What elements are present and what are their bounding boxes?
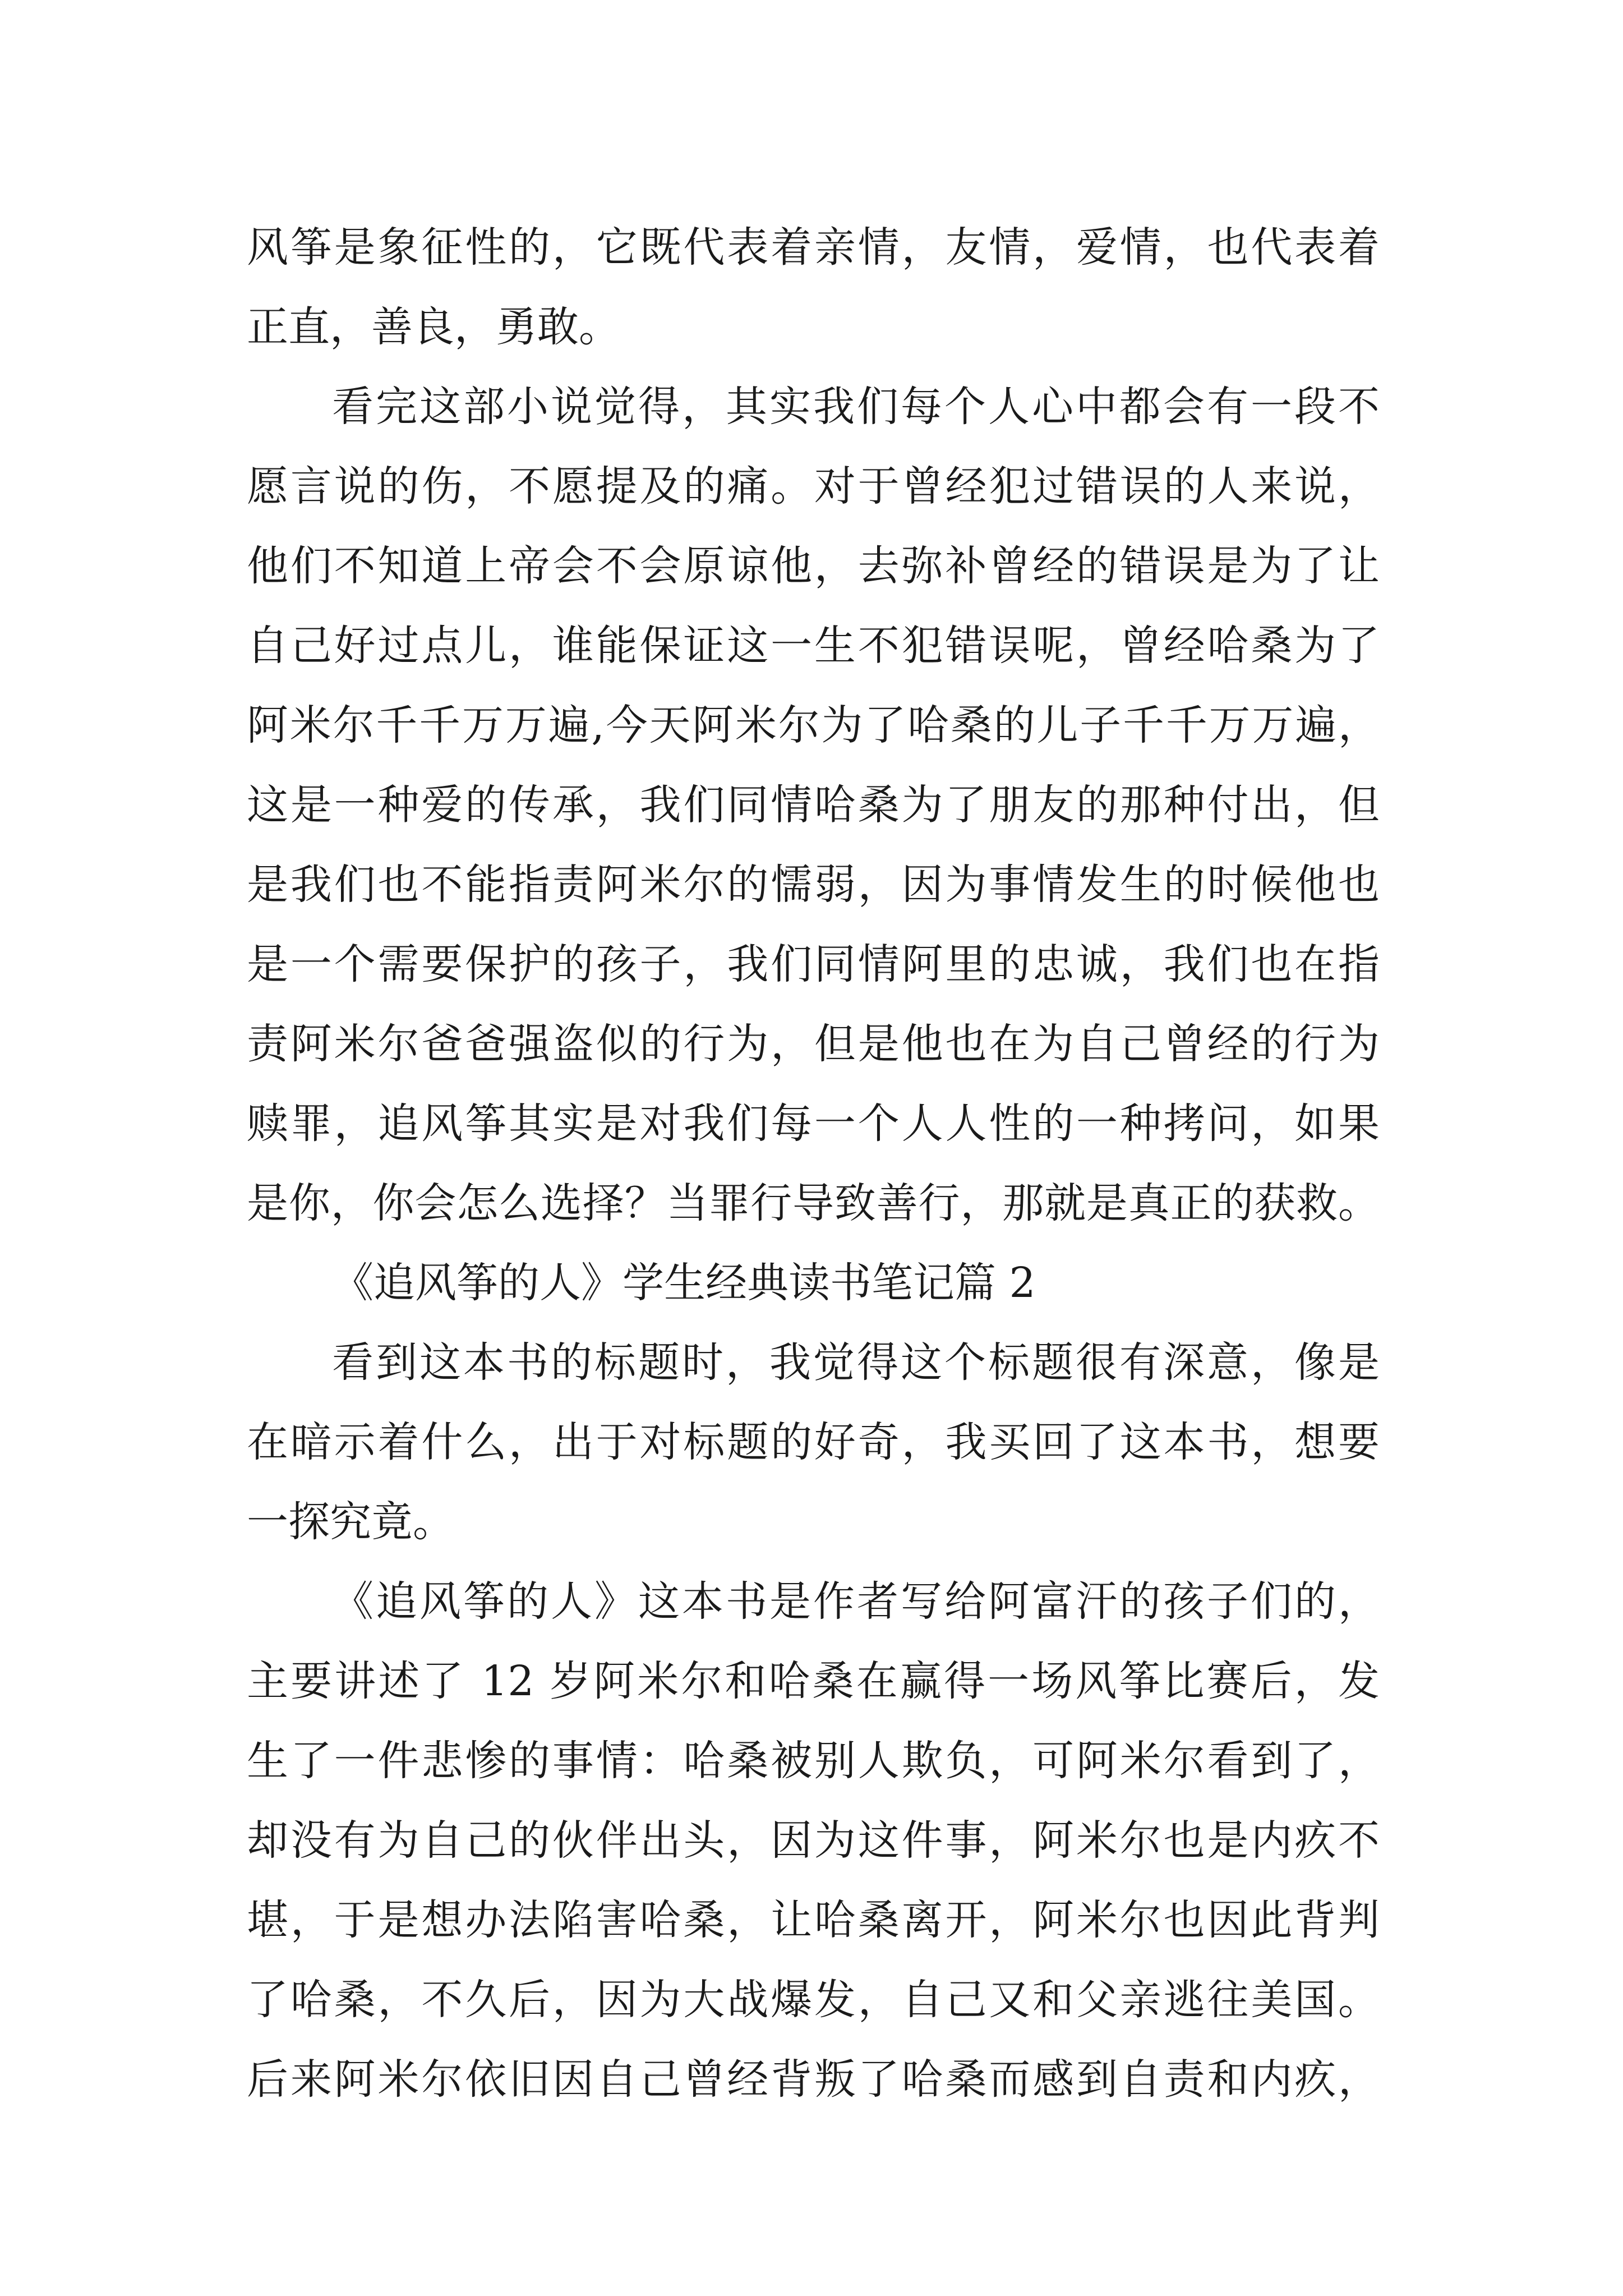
section-heading: 《追风筝的人》学生经典读书笔记篇 2 (332, 1259, 1036, 1307)
text-line: 是你，你会怎么选择？当罪行导致善行，那就是真正的获救。 (247, 1179, 1380, 1227)
paragraph-first-line: 看到这本书的标题时，我觉得这个标题很有深意，像是 (332, 1338, 1380, 1387)
paragraph-first-line: 看完这部小说觉得，其实我们每个人心中都会有一段不 (332, 383, 1380, 431)
text-line: 后来阿米尔依旧因自己曾经背叛了哈桑而感到自责和内疚， (247, 2055, 1380, 2104)
text-line: 主要讲述了 12 岁阿米尔和哈桑在赢得一场风筝比赛后，发 (247, 1657, 1380, 1705)
text-line: 在暗示着什么，出于对标题的好奇，我买回了这本书，想要 (247, 1418, 1380, 1466)
text-line: 这是一种爱的传承，我们同情哈桑为了朋友的那种付出，但 (247, 781, 1380, 829)
text-line: 生了一件悲惨的事情：哈桑被别人欺负，可阿米尔看到了， (247, 1737, 1380, 1785)
text-line: 赎罪，追风筝其实是对我们每一个人人性的一种拷问，如果 (247, 1099, 1380, 1148)
text-line: 堪，于是想办法陷害哈桑，让哈桑离开，阿米尔也因此背判 (247, 1896, 1380, 1944)
text-line: 责阿米尔爸爸强盗似的行为，但是他也在为自己曾经的行为 (247, 1020, 1380, 1068)
text-line: 是一个需要保护的孩子，我们同情阿里的忠诚，我们也在指 (247, 940, 1380, 988)
paragraph-first-line: 《追风筝的人》这本书是作者写给阿富汗的孩子们的， (332, 1577, 1380, 1626)
text-line: 是我们也不能指责阿米尔的懦弱，因为事情发生的时候他也 (247, 861, 1380, 909)
text-line: 愿言说的伤，不愿提及的痛。对于曾经犯过错误的人来说， (247, 462, 1380, 510)
text-line: 阿米尔千千万万遍,今天阿米尔为了哈桑的儿子千千万万遍， (247, 701, 1380, 749)
text-line: 他们不知道上帝会不会原谅他，去弥补曾经的错误是为了让 (247, 542, 1380, 590)
text-line: 风筝是象征性的，它既代表着亲情，友情，爱情，也代表着 (247, 223, 1380, 272)
text-line: 一探究竟。 (247, 1498, 454, 1546)
text-line: 却没有为自己的伙伴出头，因为这件事，阿米尔也是内疚不 (247, 1816, 1380, 1865)
text-line: 了哈桑，不久后，因为大战爆发，自己又和父亲逃往美国。 (247, 1976, 1380, 2024)
text-line: 正直，善良，勇敢。 (247, 303, 620, 351)
text-line: 自己好过点儿，谁能保证这一生不犯错误呢，曾经哈桑为了 (247, 622, 1380, 670)
document-body (247, 208, 1380, 2119)
